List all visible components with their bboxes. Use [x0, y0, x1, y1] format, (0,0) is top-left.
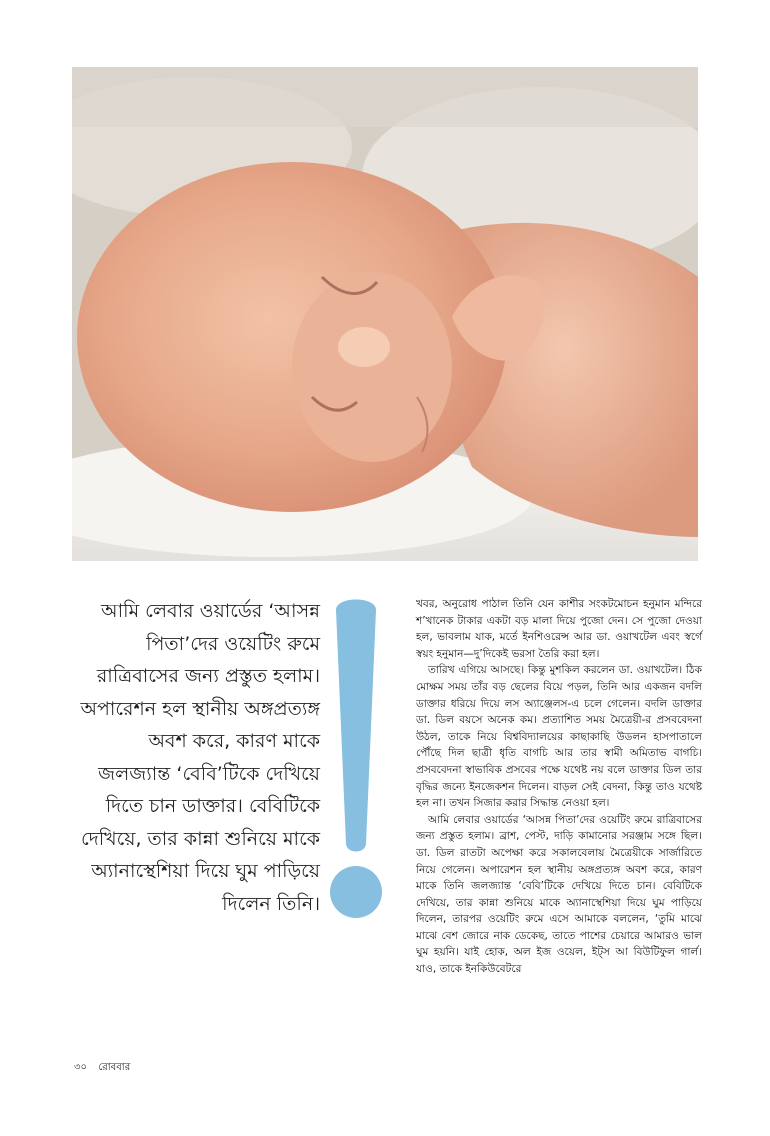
- page-footer: [74, 1060, 130, 1077]
- body-paragraph: খবর, অনুরোধ পাঠাল তিনি যেন কাশীর সংকটমোচন হনুমান মন্দিরে শ’খানেক টাকার একটা বড় মালা দিয়ে পুজো দেন। সে পুজো দেওয়া হল, ভাবলাম যাক, মর্তে ইনশিওরেন্স আর ডা. ওয়াখটেল এবং স্বর্গে স্বয়ং হনুমান—দু’দিকেই ভরসা তৈরি করা হল।: [416, 598, 702, 660]
- magazine-name: রোববার: [98, 1062, 131, 1073]
- baby-illustration: [72, 67, 698, 561]
- exclamation-dot: [330, 866, 382, 918]
- exclamation-mark-graphic: [326, 592, 386, 924]
- body-paragraph: তারিখ এগিয়ে আসছে। কিন্তু মুশকিল করলেন ডা. ওয়াখটেল। ঠিক মোক্ষম সময় তাঁর বড় ছেলের বিয়ে পড়ল, তিনি আর একজন বদলি ডাক্তার ধরিয়ে দিয়ে লস অ্যাঞ্জেলস-এ চলে গেলেন। বদলি ডাক্তার ডা. ডিল বয়সে অনেক কম। প্রত্যাশিত সময় মৈত্রেয়ী-র প্রসববেদনা উঠল, তাকে নিয়ে বিশ্ববিদ্যালয়ের কাছাকাছি উডলন হাসপাতালে পৌঁছে দিল ছাত্রী ধৃতি বাগচি আর তার স্বামী অমিতাভ বাগচি। প্রসববেদনা স্বাভাবিক প্রসবের পক্ষে যথেষ্ট নয় বলে ডাক্তার ডিল তার বৃদ্ধির জন্যে ইনজেকশন দিলেন। বাড়ল সেই বেদনা, কিন্তু তাও যথেষ্ট হল না। তখন সিজার করার সিদ্ধান্ত নেওয়া হল।: [416, 664, 702, 810]
- article-body: [416, 596, 702, 978]
- newborn-baby-photo: [72, 67, 698, 561]
- body-paragraph: আমি লেবার ওয়ার্ডের ‘আসন্ন পিতা’দের ওয়েটিং রুমে রাত্রিবাসের জন্য প্রস্তুত হলাম। ব্রাশ, পেস্ট, দাড়ি কামানোর সরঞ্জাম সঙ্গে ছিল। ডা. ডিল রাতটা অপেক্ষা করে সকালবেলায় মৈত্রেয়ীকে সার্জারিতে নিয়ে গেলেন। অপারেশন হল স্থানীয় অঙ্গপ্রত্যঙ্গ অবশ করে, কারণ মাকে তিনি জলজ্যান্ত ‘বেবি’টিকে দেখিয়ে দিতে চান। বেবিটিকে দেখিয়ে, তার কান্না শুনিয়ে মাকে অ্যানাস্থেশিয়া দিয়ে ঘুম পাড়িয়ে দিলেন, তারপর ওয়েটিং রুমে এসে আমাকে বললেন, ‘তুমি মাঝে মাঝে বেশ জোরে নাক ডেকেছ, তাতে পাশের চেয়ারে আমারও ভাল ঘুম হয়নি। যাই হোক, অল ইজ ওয়েল, ইট্‌স আ বিউটিফুল গার্ল। যাও, তাকে ইনকিউবেটরে: [416, 813, 702, 976]
- page-number: ৩০: [74, 1062, 88, 1073]
- pull-quote: আমি লেবার ওয়ার্ডের ‘আসন্ন পিতা’দের ওয়েটিং রুমে রাত্রিবাসের জন্য প্রস্তুত হলাম। অপারেশন হল স্থানীয় অঙ্গপ্রত্যঙ্গ অবশ করে, কারণ মাকে জলজ্যান্ত ‘বেবি’টিকে দেখিয়ে দিতে চান ডাক্তার। বেবিটিকে দেখিয়ে, তার কান্না শুনিয়ে মাকে অ্যানাস্থেশিয়া দিয়ে ঘুম পাড়িয়ে দিলেন তিনি।: [80, 600, 320, 915]
- exclamation-stroke: [336, 600, 376, 852]
